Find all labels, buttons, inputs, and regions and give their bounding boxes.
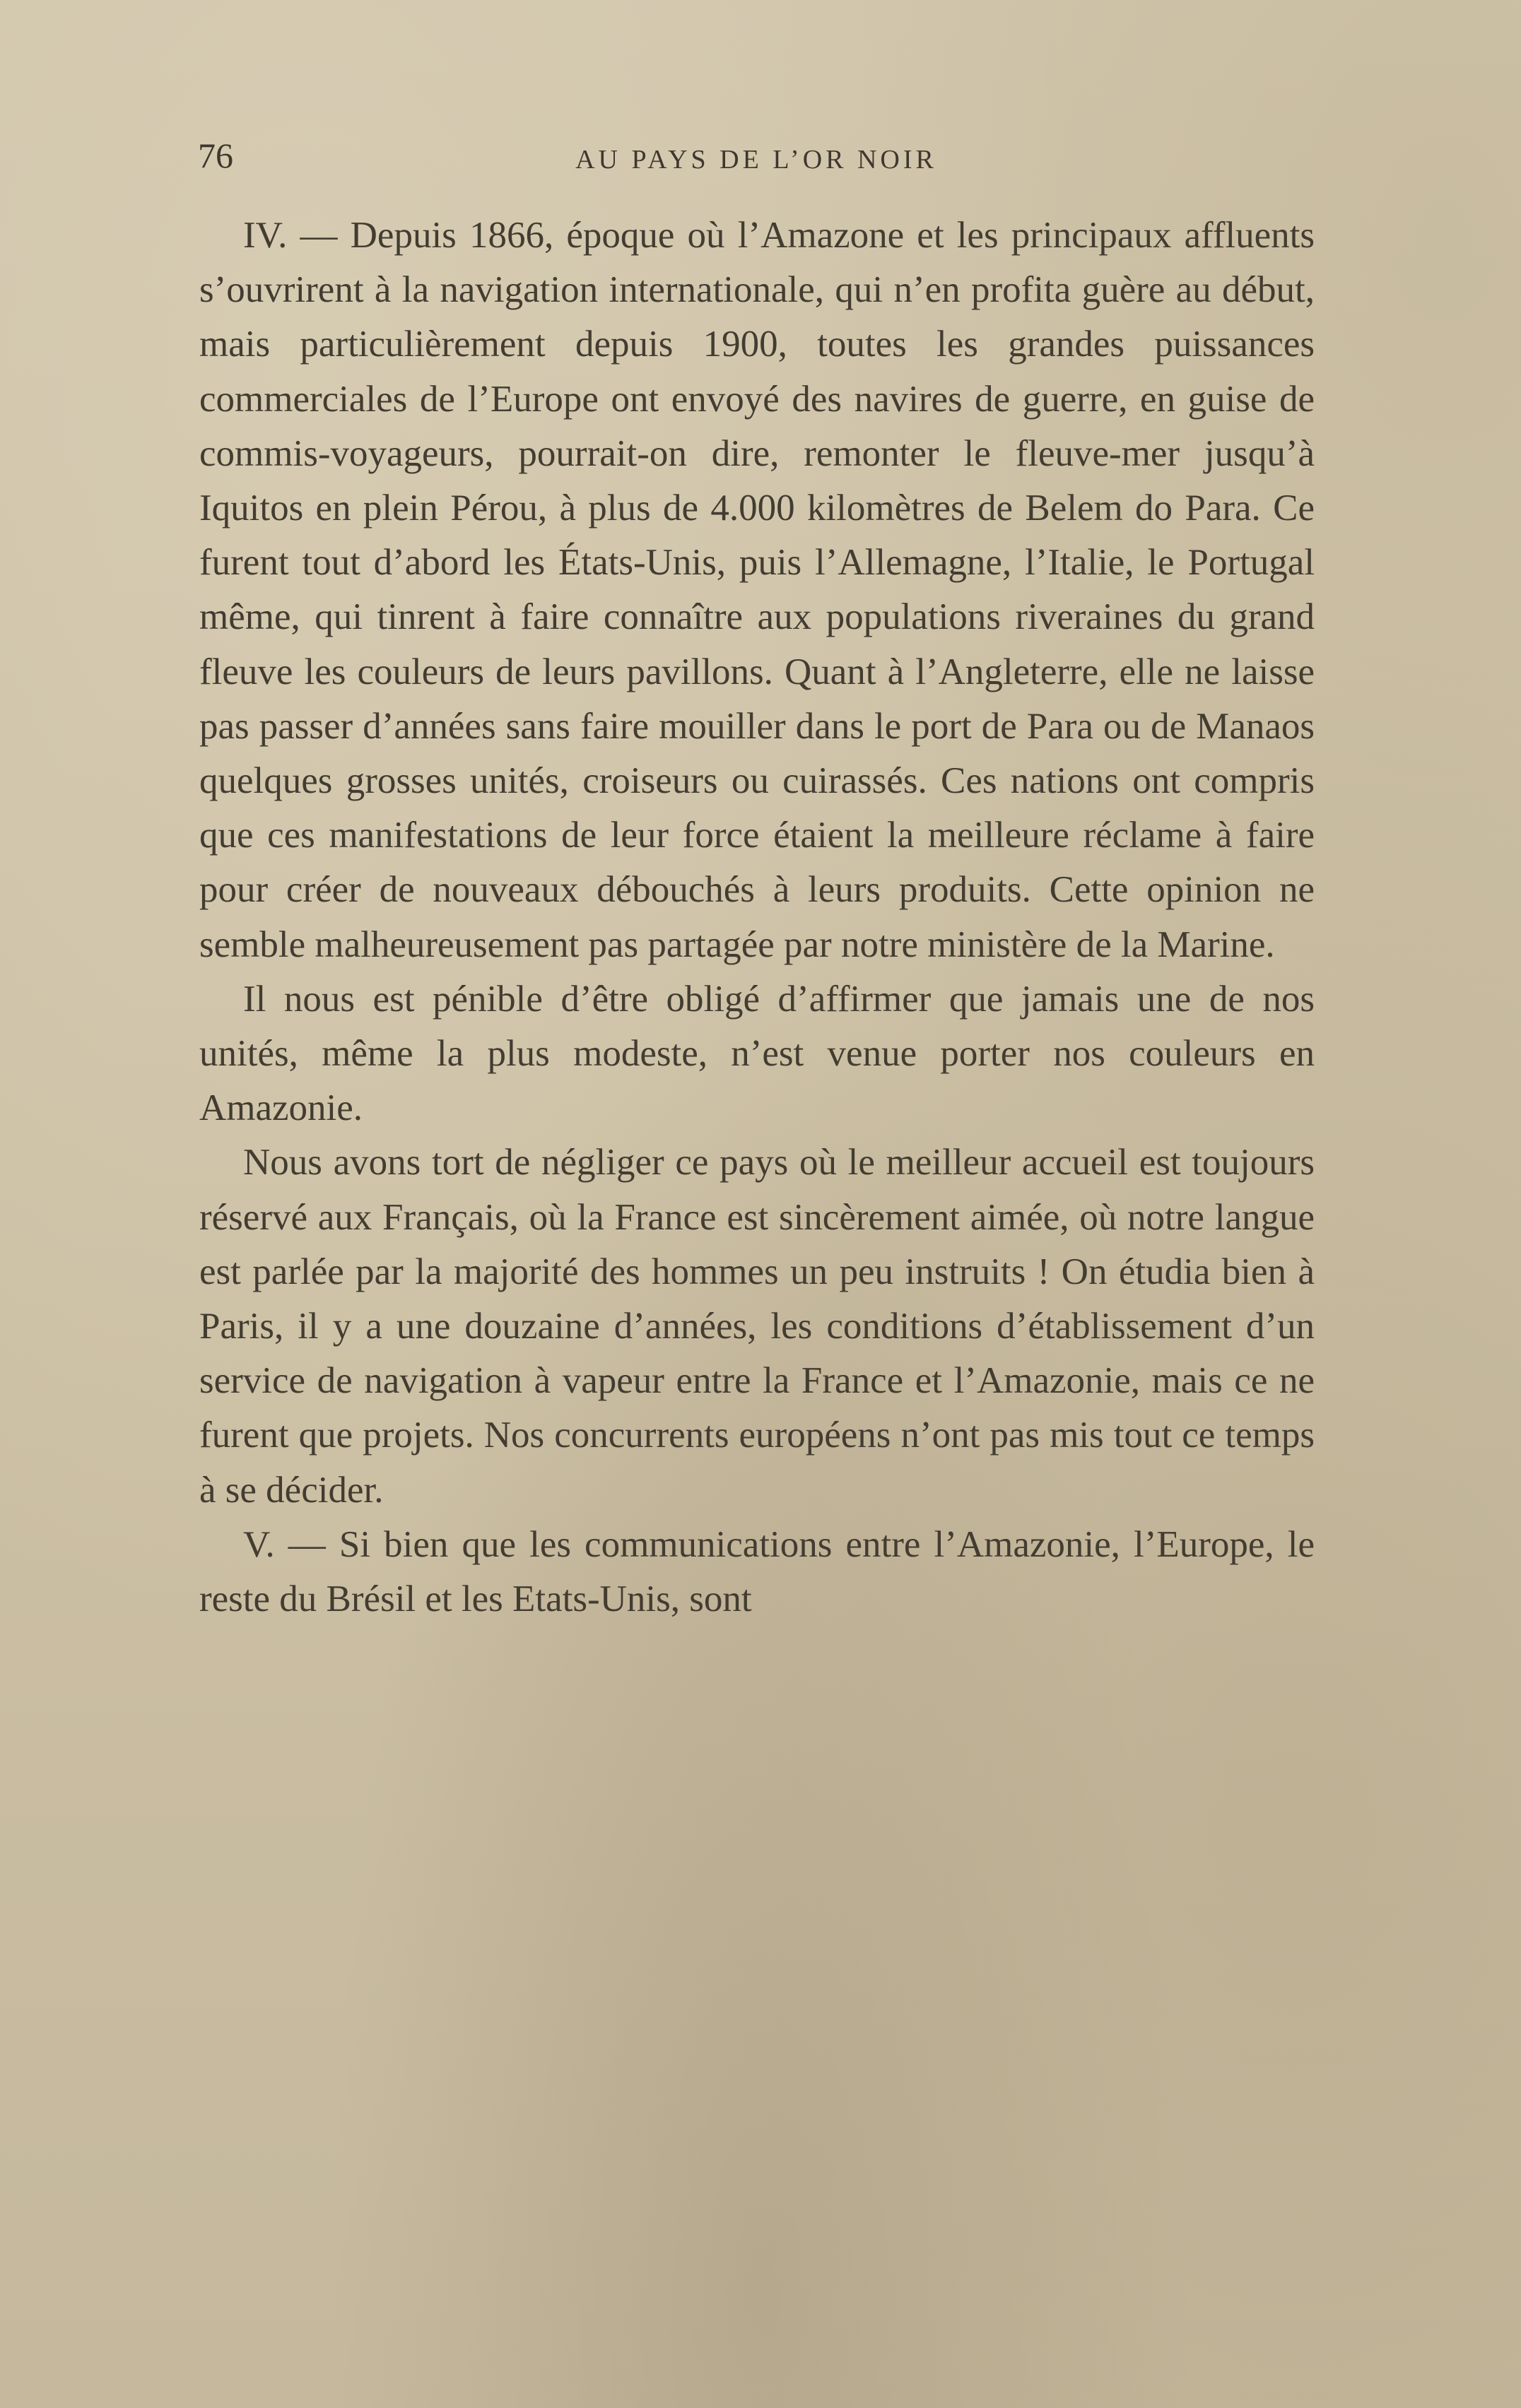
- page-number: 76: [198, 136, 233, 175]
- paragraph: IV. — Depuis 1866, époque où l’Amazone et les principaux affluents s’ouvrirent à la navigation internationale, qui n’en profita guère au début, mais particulièrement depuis 1900, toutes les grandes puissances commerciales de l’Europe ont envoyé des navires de guerre, en guise de commis-voyageurs, pourrait-on dire, remonter le fleuve-mer jusqu’à Iquitos en plein Pérou, à plus de 4.000 kilomètres de Belem do Para. Ce furent tout d’abord les États-Unis, puis l’Allemagne, l’Italie, le Portugal même, qui tinrent à faire connaître aux populations riveraines du grand fleuve les couleurs de leurs pavillons. Quant à l’Angleterre, elle ne laisse pas passer d’années sans faire mouiller dans le port de Para ou de Manaos quelques grosses unités, croiseurs ou cuirassés. Ces nations ont compris que ces manifestations de leur force étaient la meilleure réclame à faire pour créer de nouveaux débouchés à leurs produits. Cette opinion ne semble malheureusement pas partagée par notre ministère de la Marine.: [199, 215, 1315, 965]
- paragraph: Nous avons tort de négliger ce pays où le meilleur accueil est toujours réservé aux Français, où la France est sincèrement aimée, où notre langue est parlée par la majorité des hommes un peu instruits ! On étudia bien à Paris, il y a une douzaine d’années, les conditions d’établissement d’un service de navigation à vapeur entre la France et l’Amazonie, mais ce ne furent que projets. Nos concurrents européens n’ont pas mis tout ce temps à se décider.: [199, 1142, 1315, 1511]
- paragraph: Il nous est pénible d’être obligé d’affirmer que jamais une de nos unités, même la plus modeste, n’est venue porter nos couleurs en Amazonie.: [199, 978, 1315, 1129]
- paragraph: V. — Si bien que les communications entre l’Amazonie, l’Europe, le reste du Brésil et les Etats-Unis, sont: [199, 1523, 1315, 1620]
- running-title: AU PAYS DE L’OR NOIR: [575, 145, 937, 175]
- page-header: [198, 131, 1315, 180]
- body-text: [199, 208, 1315, 1627]
